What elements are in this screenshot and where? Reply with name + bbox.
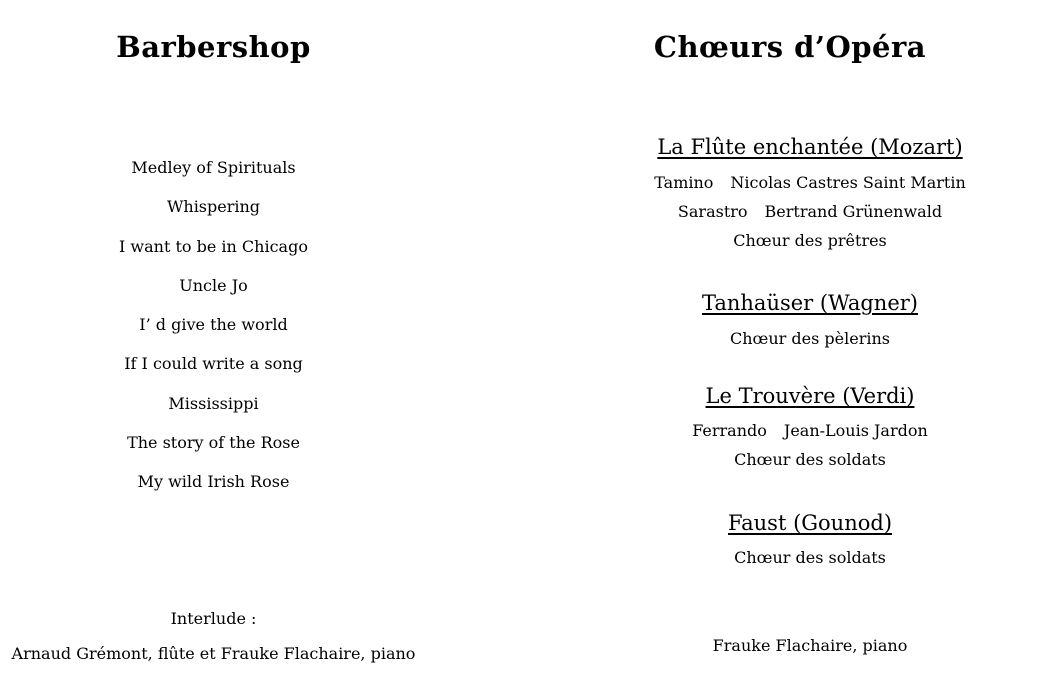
cast-role: Ferrando [692, 421, 767, 440]
cast-role: Sarastro [677, 202, 748, 221]
opera-section-heading-wagner: Tanhaüser (Wagner) [701, 291, 918, 315]
interlude-performers: Arnaud Grémont, flûte et Frauke Flachaire, piano [11, 644, 416, 663]
barbershop-title: Barbershop [116, 30, 311, 64]
barbershop-song-list [0, 148, 427, 502]
opera-section-heading-gounod: Faust (Gounod) [727, 511, 893, 535]
interlude-block [0, 601, 427, 671]
opera-section-heading-mozart: La Flûte enchantée (Mozart) [657, 135, 963, 159]
chorus-line: Chœur des pèlerins [730, 329, 890, 348]
opera-column [595, 0, 1025, 697]
song-item: I want to be in Chicago [119, 236, 308, 256]
cast-line [595, 173, 1025, 193]
song-item: My wild Irish Rose [137, 472, 290, 492]
song-item: Medley of Spirituals [131, 158, 296, 177]
chorus-line: Chœur des prêtres [733, 231, 887, 250]
interlude-label: Interlude : [170, 609, 257, 628]
cast-line [595, 202, 1025, 222]
song-item: Whispering [166, 197, 261, 217]
cast-performer: Nicolas Castres Saint Martin [730, 173, 966, 192]
cast-performer: Bertrand Grünenwald [764, 202, 943, 221]
song-item: If I could write a song [124, 354, 303, 374]
cast-role: Tamino [654, 173, 714, 192]
opera-section-heading-verdi: Le Trouvère (Verdi) [705, 384, 915, 408]
chorus-line: Chœur des soldats [734, 548, 886, 567]
song-item: Uncle Jo [179, 275, 248, 295]
chorus-line: Chœur des soldats [734, 450, 886, 469]
song-item: Mississippi [168, 393, 259, 413]
opera-title: Chœurs d’Opéra [653, 30, 927, 64]
accompanist-line: Frauke Flachaire, piano [712, 636, 908, 655]
cast-performer: Jean-Louis Jardon [783, 421, 928, 440]
song-item: I’ d give the world [139, 315, 288, 335]
barbershop-column [0, 0, 427, 697]
song-item: The story of the Rose [127, 433, 300, 453]
cast-line [595, 421, 1025, 441]
